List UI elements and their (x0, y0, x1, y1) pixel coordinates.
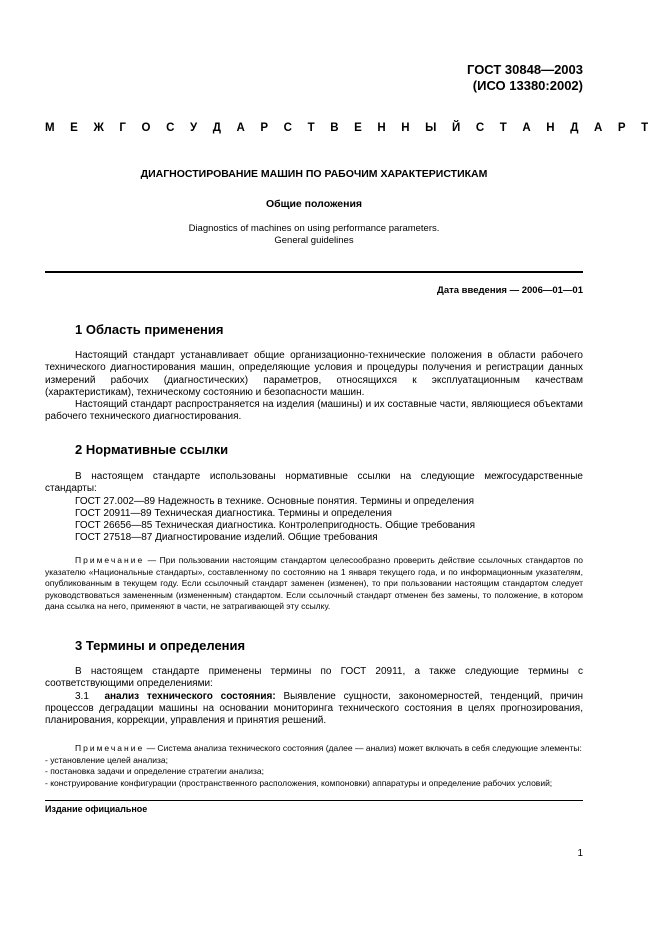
english-title-line1: Diagnostics of machines on using performance parameters. (188, 223, 440, 234)
standard-code-iso: (ИСО 13380:2002) (472, 78, 583, 93)
english-title (45, 223, 583, 247)
section-3-body (45, 666, 583, 727)
header-divider (45, 271, 583, 273)
section-2-body (45, 471, 583, 545)
section-3-heading: 3 Термины и определения (75, 638, 246, 653)
note-list-item: - установление целей анализа; (45, 754, 168, 765)
reference-item: ГОСТ 27518—87 Диагностирование изделий. Общие требования (75, 532, 378, 544)
section-2-note (45, 555, 583, 613)
official-edition-label: Издание официальное (45, 804, 148, 814)
section-1-paragraph-2: Настоящий стандарт распространяется на изделия (машины) и их составные части, являющиеся объектами рабочего технического диагностирования. (45, 399, 583, 423)
note-label: Примечание (75, 555, 145, 565)
note-list-item: - конструирование конфигурации (пространственного расположения, компоновки) аппаратуры и определение рабочих условий; (45, 777, 553, 788)
term-name: анализ технического состояния: (104, 690, 276, 702)
standard-code-gost: ГОСТ 30848—2003 (467, 62, 583, 77)
reference-item: ГОСТ 27.002—89 Надежность в технике. Основные понятия. Термины и определения (75, 495, 475, 507)
note-text: — При пользовании настоящим стандартом целесообразно проверить действие ссылочных стандартов по указателю «Национальные стандарты», составленному по состоянию на 1 января текущего года, и по информационным указателям, опубликованным в текущем году. Если ссылочный стандарт заменен (изменен), то при пользовании настоящим стандартом следует руководствоваться замененным (измененным) стандартом. Если ссылочный стандарт отменен без замены, то положение, в котором дана ссылка на него, применяют в части, не затрагивающей эту ссылку. (45, 555, 583, 611)
note-list-item: - постановка задачи и определение стратегии анализа; (45, 766, 264, 776)
note-text: — Система анализа технического состояния (далее — анализ) может включать в себя следующие элементы: (144, 743, 582, 753)
section-2-intro: В настоящем стандарте использованы нормативные ссылки на следующие межгосударственные стандарты: (45, 471, 583, 495)
standard-code (467, 62, 583, 94)
section-3-note (45, 743, 583, 789)
section-2-heading: 2 Нормативные ссылки (75, 442, 229, 457)
reference-item: ГОСТ 20911—89 Техническая диагностика. Термины и определения (75, 507, 392, 519)
section-3-intro: В настоящем стандарте применены термины по ГОСТ 20911, а также следующие термины с соответствующими определениями: (45, 666, 583, 690)
term-3-1 (45, 691, 583, 728)
section-1-heading: 1 Область применения (75, 322, 224, 337)
reference-item: ГОСТ 26656—85 Техническая диагностика. Контролепригодность. Общие требования (75, 520, 476, 532)
term-definition: Выявление сущности, закономерностей, тенденций, причин процессов деградации машины на основании мониторинга технического состояния в целях прогнозирования, планирования, коррекции, управления и принятия решений. (45, 690, 583, 727)
effective-date: Дата введения — 2006—01—01 (437, 285, 583, 296)
section-1-body (45, 350, 583, 424)
term-number: 3.1 (75, 690, 89, 702)
english-title-line2: General guidelines (274, 235, 354, 246)
footer-divider (45, 800, 583, 801)
document-subtitle: Общие положения (265, 198, 363, 210)
document-title: ДИАГНОСТИРОВАНИЕ МАШИН ПО РАБОЧИМ ХАРАКТЕРИСТИКАМ (140, 168, 488, 180)
page-number: 1 (577, 848, 583, 859)
note-label: Примечание (75, 743, 145, 753)
standard-type-banner: М Е Ж Г О С У Д А Р С Т В Е Н Н Ы Й С Т А Н Д А Р Т (45, 122, 655, 134)
section-1-paragraph-1: Настоящий стандарт устанавливает общие организационно-технические положения в области рабочего технического диагностирования машин, определяющие условия и процедуры получения и регистрации данных измерений рабочих (диагностических) параметров, относящихся к эксплуатационным качествам (характеристикам), техническому состоянию и безопасности машин. (45, 350, 583, 398)
